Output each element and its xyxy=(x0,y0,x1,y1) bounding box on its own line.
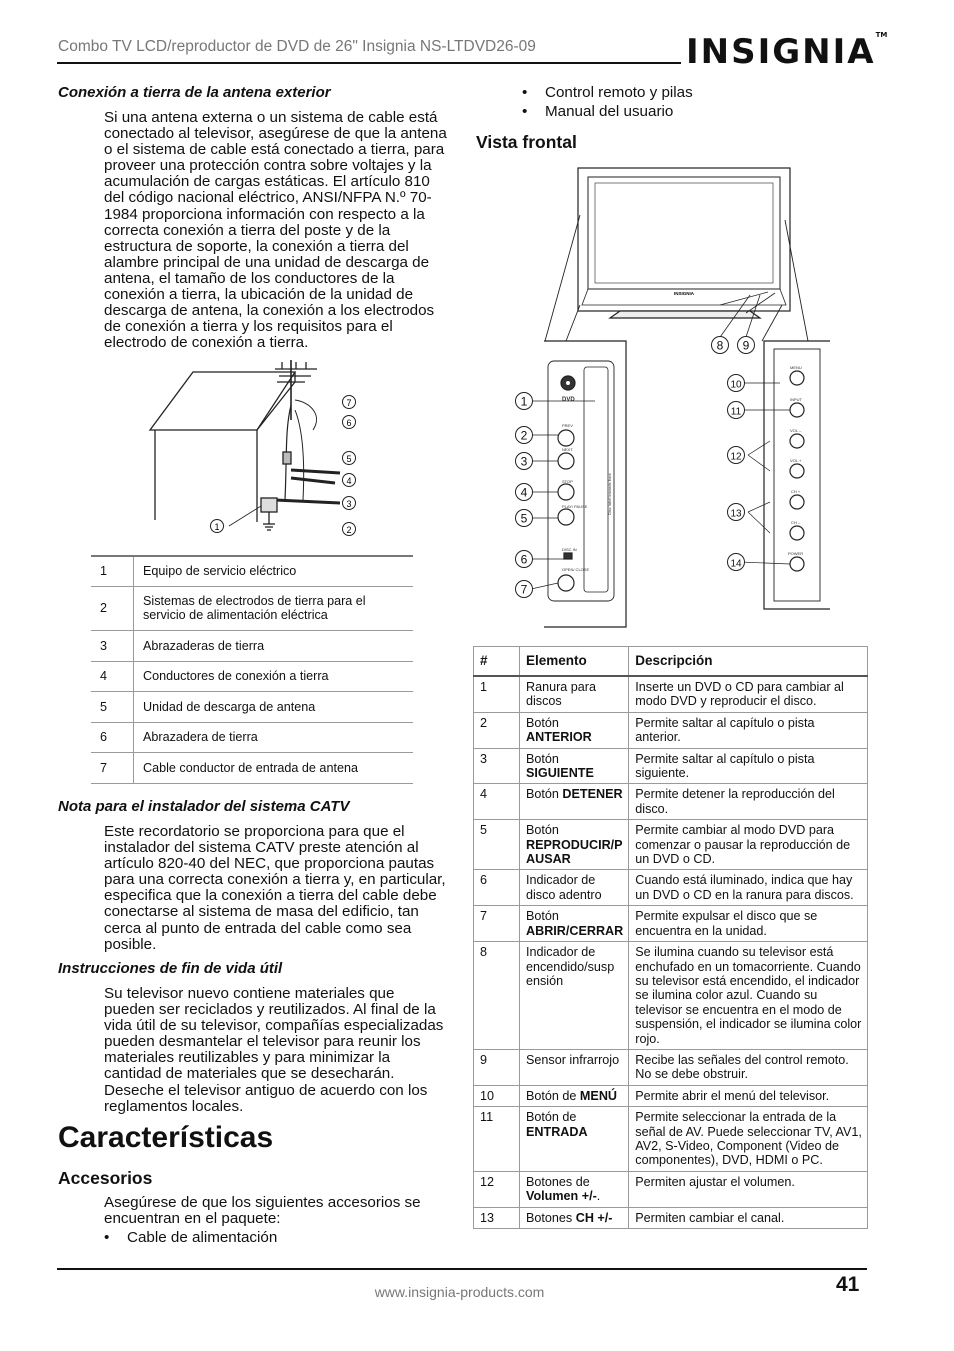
row-num: 4 xyxy=(474,784,520,820)
brand-logo-tm: TM xyxy=(875,30,888,39)
diagram-callout-1: 1 xyxy=(214,522,220,532)
table-row xyxy=(91,691,413,722)
svg-text:STOP: STOP xyxy=(562,479,573,484)
legend-text: Cable conductor de entrada de antena xyxy=(134,752,414,783)
tv-brand-label: INSIGNIA xyxy=(673,291,695,296)
row-num: 7 xyxy=(474,906,520,942)
row-description: Permite cambiar al modo DVD para comenzar o pausar la reproducción de un DVD o CD. xyxy=(629,820,868,870)
table-row xyxy=(91,722,413,752)
svg-text:VOL +: VOL + xyxy=(790,458,802,463)
row-element-text: Botón de xyxy=(526,1110,577,1125)
svg-text:Disc label towards front: Disc label towards front xyxy=(607,473,612,515)
row-description: Permite saltar al capítulo o pista anterior. xyxy=(629,712,868,748)
accessory-item-label: Cable de alimentación xyxy=(127,1229,278,1246)
accessories-heading: Accesorios xyxy=(58,1168,153,1188)
row-element xyxy=(520,712,629,748)
accessories-text: Asegúrese de que los siguientes accesorios se encuentran en el paquete: xyxy=(104,1194,421,1228)
row-element-text: Botón xyxy=(526,909,559,924)
brand-logo-text: INSIGNIA xyxy=(686,32,876,72)
table-row xyxy=(474,1085,868,1106)
row-element-text: Sensor infrarrojo xyxy=(526,1052,620,1067)
row-element-bold: CH +/- xyxy=(575,1210,613,1225)
row-element xyxy=(520,1207,629,1228)
row-num: 1 xyxy=(474,676,520,712)
svg-text:CH –: CH – xyxy=(791,520,801,525)
row-description: Permite saltar al capítulo o pista siguiente. xyxy=(629,748,868,784)
row-num: 3 xyxy=(474,748,520,784)
table-row xyxy=(91,630,413,661)
callout-1: 1 xyxy=(520,394,528,409)
table-row xyxy=(91,556,413,586)
row-num: 8 xyxy=(474,942,520,1050)
table-row xyxy=(474,748,868,784)
row-element xyxy=(520,906,629,942)
row-num: 5 xyxy=(474,820,520,870)
row-description: Permite expulsar el disco que se encuentra en la unidad. xyxy=(629,906,868,942)
row-element xyxy=(520,820,629,870)
catv-heading: Nota para el instalador del sistema CATV xyxy=(58,798,350,815)
row-description: Permiten ajustar el volumen. xyxy=(629,1171,868,1207)
table-row xyxy=(474,784,868,820)
diagram-callouts xyxy=(211,396,356,536)
row-element-text: Botones xyxy=(526,1210,576,1225)
row-element xyxy=(520,1171,629,1207)
house-roof xyxy=(150,372,295,430)
legend-text: Equipo de servicio eléctrico xyxy=(134,556,414,586)
callout-2: 2 xyxy=(520,428,528,443)
row-element xyxy=(520,870,629,906)
row-description: Permite seleccionar la entrada de la señal de AV. Puede seleccionar TV, AV1, AV2, S-Video, Component (Video de componentes), DVD, HDMI o PC. xyxy=(629,1107,868,1172)
accessory-item: • Manual del usuario xyxy=(522,103,674,120)
callout-5: 5 xyxy=(520,511,528,526)
diagram-callout-2: 2 xyxy=(346,525,352,535)
table-row xyxy=(91,752,413,783)
accessory-item-label: Manual del usuario xyxy=(545,103,674,120)
row-num: 10 xyxy=(474,1085,520,1106)
row-element xyxy=(520,1049,629,1085)
row-description: Permite detener la reproducción del disco. xyxy=(629,784,868,820)
table-row xyxy=(474,820,868,870)
legend-text: Sistemas de electrodos de tierra para el servicio de alimentación eléctrica xyxy=(134,586,414,630)
table-row xyxy=(474,906,868,942)
callout-14: 14 xyxy=(730,558,742,570)
accessory-item: • Cable de alimentación xyxy=(104,1229,278,1246)
accessory-item: • Control remoto y pilas xyxy=(522,84,693,101)
legend-num: 4 xyxy=(91,661,134,691)
eol-heading: Instrucciones de fin de vida útil xyxy=(58,960,283,977)
row-element xyxy=(520,676,629,712)
callout-4: 4 xyxy=(520,485,528,500)
legend-num: 1 xyxy=(91,556,134,586)
callout-13: 13 xyxy=(730,508,742,520)
front-view-heading: Vista frontal xyxy=(476,132,577,152)
legend-text: Conductores de conexión a tierra xyxy=(134,661,414,691)
svg-text:DVD: DVD xyxy=(562,397,575,403)
diagram-callout-7: 7 xyxy=(346,398,352,408)
row-num: 6 xyxy=(474,870,520,906)
catv-text: Este recordatorio se proporciona para que el instalador del sistema CATV preste atención al artículo 820-40 del NEC, que proporciona pautas para una correcta conexión a tierra y, en particular, especifica que la conexión a tierra del cable debe conectarse al sistema de masa del edificio, tan cerca al punto de entrada del cable como sea posible. xyxy=(104,823,446,953)
legend-num: 2 xyxy=(91,586,134,630)
row-description: Se ilumina cuando su televisor está enchufado en un tomacorriente. Cuando su televisor está encendido, el indicador se ilumina color azul. Cuando su televisor se encuentra en el modo de suspensión, el indicador se ilumina color rojo. xyxy=(629,942,868,1050)
legend-text: Unidad de descarga de antena xyxy=(134,691,414,722)
eol-text: Su televisor nuevo contiene materiales que pueden ser reciclados y reutilizados. Al final de la vida útil de su televisor, compañías especializadas pueden desmantelar el televisor para reunir los materiales reutilizables y para minimizar la cantidad de materiales que se desecharán. Deseche el televisor antiguo de acuerdo con los reglamentos locales. xyxy=(104,985,444,1115)
legend-num: 3 xyxy=(91,630,134,661)
table-row xyxy=(474,1049,868,1085)
footer-url: www.insignia-products.com xyxy=(374,1284,545,1300)
diagram-callout-6: 6 xyxy=(346,418,352,428)
table-row xyxy=(474,712,868,748)
row-description: Permiten cambiar el canal. xyxy=(629,1207,868,1228)
row-element-bold: ABRIR/CERRAR xyxy=(526,923,624,938)
callout-11: 11 xyxy=(730,406,742,418)
svg-text:DISC IN: DISC IN xyxy=(562,547,577,552)
legend-num: 6 xyxy=(91,722,134,752)
svg-text:POWER: POWER xyxy=(788,551,804,556)
row-element-text: Indicador de disco adentro xyxy=(526,873,602,902)
row-num: 2 xyxy=(474,712,520,748)
table-row xyxy=(474,942,868,1050)
row-element-bold: REPRODUCIR/P AUSAR xyxy=(526,837,623,867)
row-element xyxy=(520,1107,629,1172)
svg-text:INPUT: INPUT xyxy=(790,397,802,402)
row-description: Permite abrir el menú del televisor. xyxy=(629,1085,868,1106)
row-num: 13 xyxy=(474,1207,520,1228)
table-row xyxy=(474,1171,868,1207)
row-element-text: Botón xyxy=(526,823,559,838)
row-element-suffix: . xyxy=(596,1189,601,1204)
table-row xyxy=(474,1107,868,1172)
callout-9: 9 xyxy=(742,338,750,353)
col-header-num: # xyxy=(474,647,520,677)
svg-text:VOL –: VOL – xyxy=(790,428,802,433)
row-element-bold: SIGUIENTE xyxy=(526,766,594,781)
table-row xyxy=(474,676,868,712)
header-rule xyxy=(57,62,681,64)
row-element-text: Botón xyxy=(526,751,559,766)
svg-text:PLAY/ PAUSE: PLAY/ PAUSE xyxy=(562,504,588,509)
callout-3: 3 xyxy=(520,454,528,469)
callout-8: 8 xyxy=(716,338,724,353)
row-num: 11 xyxy=(474,1107,520,1172)
legend-num: 5 xyxy=(91,691,134,722)
row-element-bold: ANTERIOR xyxy=(526,730,592,745)
front-view-diagram xyxy=(510,165,835,630)
table-row xyxy=(91,586,413,630)
table-row xyxy=(474,1207,868,1228)
page-number: 41 xyxy=(836,1273,860,1296)
legend-text: Abrazadera de tierra xyxy=(134,722,414,752)
tv-outer xyxy=(578,168,790,311)
svg-text:OPEN/ CLOSE: OPEN/ CLOSE xyxy=(562,567,590,572)
row-element-bold: DETENER xyxy=(562,787,623,802)
row-description: Inserte un DVD o CD para cambiar al modo DVD y reproducir el disco. xyxy=(629,676,868,712)
row-element-bold: MENÚ xyxy=(579,1088,618,1103)
features-title: Características xyxy=(58,1121,274,1154)
front-view-table xyxy=(473,646,868,1229)
row-description: Recibe las señales del control remoto. No se debe obstruir. xyxy=(629,1049,868,1085)
footer-rule xyxy=(57,1268,867,1270)
col-header-element: Elemento xyxy=(520,647,629,677)
row-element-text: Botón xyxy=(526,715,559,730)
callout-7: 7 xyxy=(520,582,528,597)
diagram-callout-4: 4 xyxy=(346,476,352,486)
accessory-item-label: Control remoto y pilas xyxy=(545,84,693,101)
row-element-text: Indicador de encendido/susp ensión xyxy=(526,945,615,988)
antenna-grounding-diagram xyxy=(145,360,365,540)
svg-text:CH +: CH + xyxy=(791,489,801,494)
grounding-text: Si una antena externa o un sistema de cable está conectado al televisor, asegúrese de que la antena o el sistema de cable está conectado a tierra, para proveer una protección contra sobre voltajes y la acumulación de cargas estáticas. El artículo 810 del código nacional eléctrico, ANSI/NFPA N.º 70-1984 proporciona información con respecto a la correcta conexión a tierra del poste y de la estructura de soporte, la conexión a tierra del alambre principal de una unidad de descarga de antena, el tamaño de los conductores de la conexión a tierra, la ubicación de la unidad de descarga de antena, la conexión a los electrodos de conexión a tierra y los requisitos para el electrodo de conexión a tierra. xyxy=(104,109,447,352)
row-num: 9 xyxy=(474,1049,520,1085)
callout-6: 6 xyxy=(520,552,528,567)
svg-text:MENU: MENU xyxy=(790,365,802,370)
legend-text: Abrazaderas de tierra xyxy=(134,630,414,661)
table-row xyxy=(91,661,413,691)
row-element xyxy=(520,748,629,784)
row-element xyxy=(520,942,629,1050)
diagram-callout-3: 3 xyxy=(346,499,352,509)
row-element xyxy=(520,784,629,820)
row-element-bold: Volumen +/- xyxy=(526,1189,597,1204)
callout-12: 12 xyxy=(730,451,742,463)
row-description: Cuando está iluminado, indica que hay un DVD o CD en la ranura para discos. xyxy=(629,870,868,906)
row-element-text: Botón xyxy=(526,787,563,802)
row-element-text: Botón de xyxy=(526,1088,580,1103)
header-title: Combo TV LCD/reproductor de DVD de 26" Insignia NS-LTDVD26-09 xyxy=(58,38,536,55)
table-row xyxy=(474,870,868,906)
diagram-callout-5: 5 xyxy=(346,454,352,464)
row-element-text: Ranura para discos xyxy=(526,680,597,709)
row-element-text: Botones de xyxy=(526,1174,590,1189)
legend-num: 7 xyxy=(91,752,134,783)
grounding-heading: Conexión a tierra de la antena exterior xyxy=(58,84,331,101)
callout-10: 10 xyxy=(730,379,742,391)
row-num: 12 xyxy=(474,1171,520,1207)
grounding-legend-table xyxy=(91,555,413,784)
col-header-description: Descripción xyxy=(629,647,868,677)
brand-logo xyxy=(686,32,887,72)
row-element-bold: ENTRADA xyxy=(526,1124,588,1139)
row-element xyxy=(520,1085,629,1106)
svg-text:NEXT: NEXT xyxy=(562,447,573,452)
svg-text:PREV: PREV xyxy=(562,423,573,428)
